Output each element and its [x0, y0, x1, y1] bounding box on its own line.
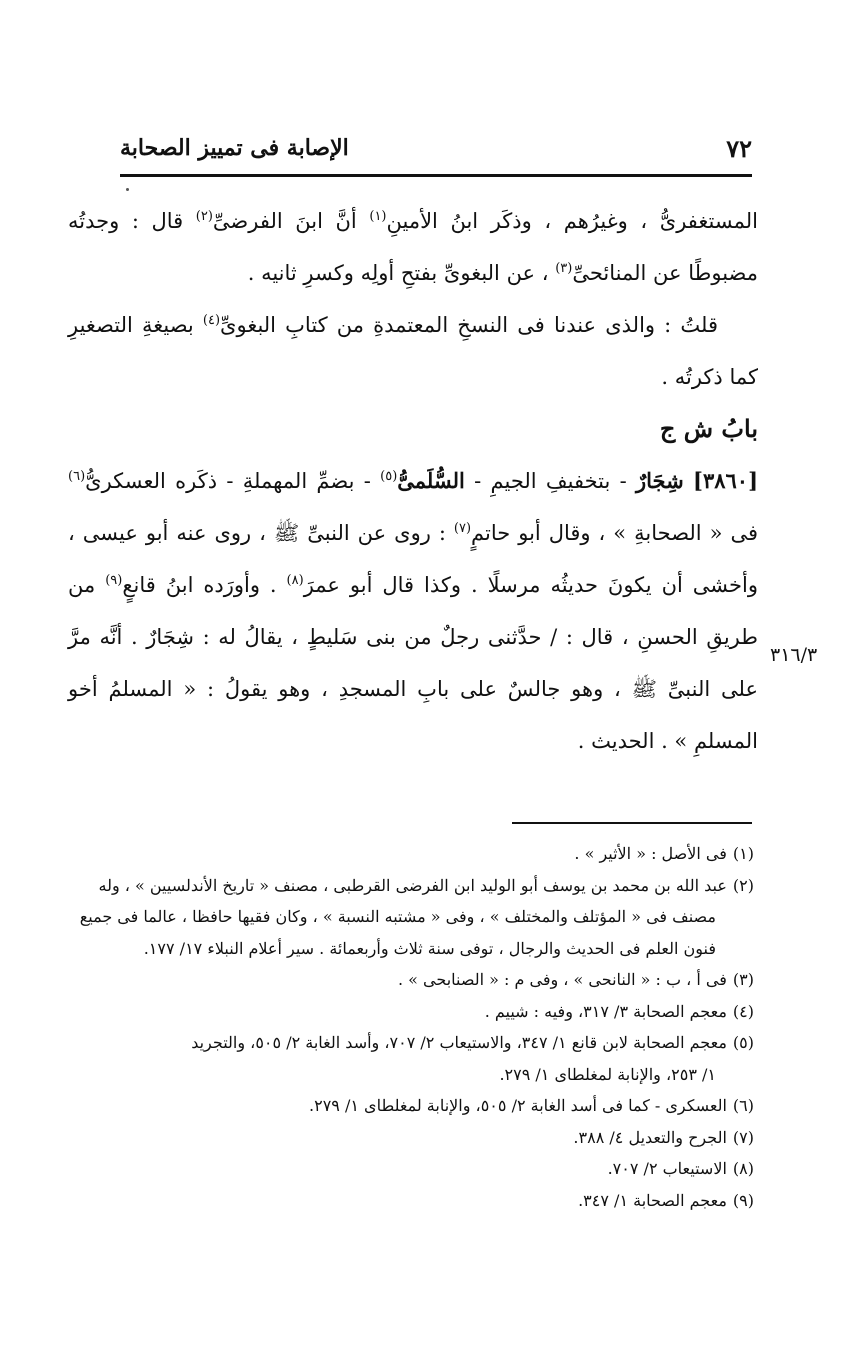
footnote-text: الاستيعاب ٢/ ٧٠٧. [607, 1159, 727, 1178]
text-run: قال : وجدتُه مضبوطًا عن المنائحىِّ [68, 209, 758, 285]
text-run: - بضمِّ المهملةِ - ذكَره العسكرىُّ [85, 469, 381, 493]
footnote-ref-3[interactable]: (٣) [555, 261, 573, 276]
main-text [68, 195, 758, 767]
text-run: بصيغةِ التصغيرِ كما ذكرتُه . [68, 313, 758, 389]
footnote-9 [68, 1185, 754, 1217]
entry-name: شِجَارٌ [636, 468, 684, 493]
footnote-number: (٧) [732, 1127, 754, 1147]
footnote-text: عبد الله بن محمد بن يوسف أبو الوليد ابن الفرضى القرطبى ، مصنف « تاريخ الأندلسيين » ، وله [98, 875, 727, 895]
text-run: فى « الصحابةِ » ، وقال أبو حاتمٍ [471, 521, 758, 545]
entry-number: [٣٨٦٠] [693, 468, 759, 493]
footnote-number: (٢) [732, 875, 754, 895]
footnote-text: معجم الصحابة لابن قانع ١/ ٣٤٧، والاستيعاب ٢/ ٧٠٧، وأسد الغابة ٢/ ٥٠٥، والتجريد [191, 1033, 727, 1052]
footnote-text: معجم الصحابة ١/ ٣٤٧. [578, 1190, 727, 1210]
footnote-text: الجرح والتعديل ٤/ ٣٨٨. [573, 1127, 727, 1147]
footnote-ref-4[interactable]: (٤) [202, 313, 221, 328]
footnote-number: (٩) [732, 1190, 754, 1210]
entry-paragraph [68, 455, 758, 767]
entry-nisba: السُّلَمىُّ [397, 468, 465, 493]
footnote-8 [68, 1153, 754, 1185]
page-header [120, 128, 752, 168]
footnote-2 [68, 870, 754, 902]
footnote-number: (٤) [732, 1001, 754, 1021]
footnote-ref-1[interactable]: (١) [369, 209, 387, 224]
margin-volume-reference: ٣١٦/٣ [770, 644, 818, 666]
speck-mark [126, 188, 129, 191]
footnote-text: معجم الصحابة ٣/ ٣١٧، وفيه : شييم . [484, 1001, 727, 1021]
text-run: . وأورَده ابنُ قانعٍ [122, 573, 287, 597]
footnote-5 [68, 1027, 754, 1059]
footnote-number: (٨) [732, 1159, 754, 1178]
footnote-ref-7[interactable]: (٧) [453, 521, 472, 536]
text-run: أنَّ ابنَ الفرضىِّ [212, 209, 370, 233]
footnote-ref-8[interactable]: (٨) [286, 573, 304, 588]
page-number: ٧٢ [726, 133, 752, 163]
text-run: : روى عن النبىِّ ﷺ ، روى عنه أبو عيسى ، وأخشى أن يكونَ حديثُه مرسلًا . وكذا قال أبو عمرَ [68, 521, 758, 597]
header-rule [120, 174, 752, 177]
footnote-ref-5[interactable]: (٥) [380, 469, 398, 484]
footnote-number: (٥) [732, 1033, 754, 1052]
running-title: الإصابة فى تمييز الصحابة [120, 135, 349, 161]
footnote-5-continued: ١/ ٢٥٣، والإنابة لمغلطاى ١/ ٢٧٩. [499, 1064, 716, 1084]
footnotes [68, 838, 754, 1216]
text-run: من طريقِ الحسنِ ، قال : / حدَّثنى رجلٌ من بنى سَليطٍ ، يقالُ له : شِجَارٌ . أنَّه مرَّ على النبىِّ ﷺ ، وهو جالسٌ على بابِ المسجدِ ، وهو يقولُ : « المسلمُ أخو المسلمِ » . الحديث . [68, 573, 758, 753]
footnote-3 [68, 964, 754, 996]
footnote-number: (١) [732, 844, 754, 863]
footnote-ref-9[interactable]: (٩) [105, 573, 123, 588]
footnote-text: فى أ ، ب : « النانحى » ، وفى م : « الصنابحى » . [398, 970, 727, 989]
footnote-number: (٦) [732, 1096, 754, 1115]
paragraph-2 [68, 299, 758, 403]
text-run: ، عن البغوىِّ بفتحِ أولِه وكسرِ ثانيه . [247, 261, 556, 285]
footnote-text: العسكرى - كما فى أسد الغابة ٢/ ٥٠٥، والإنابة لمغلطاى ١/ ٢٧٩. [309, 1096, 727, 1115]
footnote-text: فى الأصل : « الأثير » . [574, 844, 727, 863]
text-run: المستغفرىُّ ، وغيرُهم ، وذكَر ابنُ الأمينِ [386, 209, 758, 233]
section-heading: بابُ ش ج [659, 414, 758, 443]
text-run: قلتُ : والذى عندنا فى النسخِ المعتمدةِ من كتابِ البغوىِّ [220, 313, 718, 337]
footnote-6 [68, 1090, 754, 1122]
footnote-2-continued: مصنف فى « المؤتلف والمختلف » ، وفى « مشتبه النسبة » ، وكان فقيها حافظا ، عالما فى جميع [79, 907, 716, 926]
footnote-number: (٣) [732, 970, 754, 989]
footnote-ref-2[interactable]: (٢) [195, 209, 213, 224]
paragraph-1 [68, 195, 758, 299]
footnote-2-continued: فنون العلم فى الحديث والرجال ، توفى سنة ثلاث وأربعمائة . سير أعلام النبلاء ١٧/ ١٧٧. [143, 938, 716, 958]
text-run: - بتخفيفِ الجيمِ - [464, 469, 637, 493]
footnote-ref-6[interactable]: (٦) [68, 469, 86, 484]
footnote-4 [68, 996, 754, 1028]
footnote-7 [68, 1122, 754, 1154]
footnote-1 [68, 838, 754, 870]
footnote-separator [512, 822, 752, 824]
